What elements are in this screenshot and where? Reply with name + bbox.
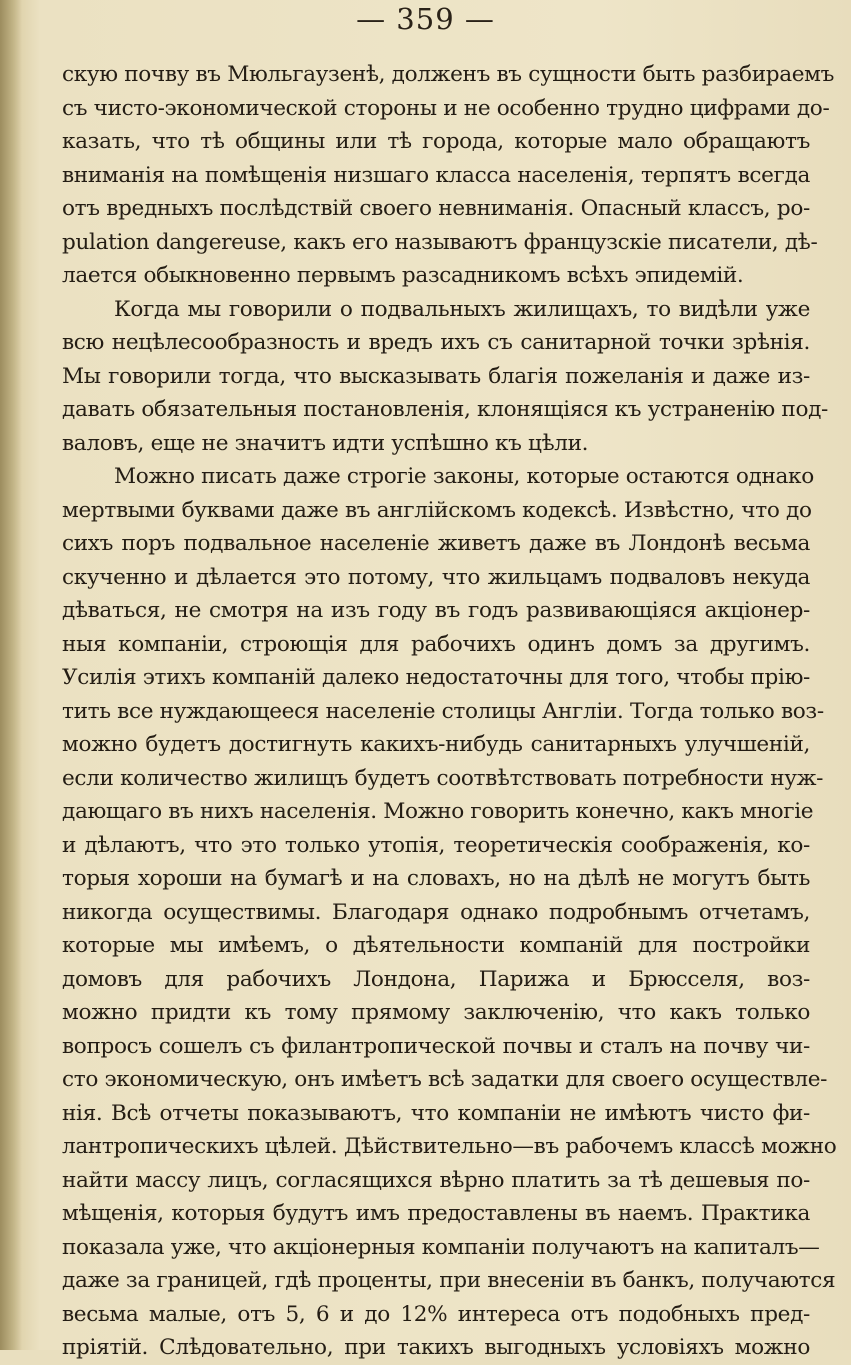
text-line: найти массу лицъ, согласящихся вѣрно платить за тѣ дешевыя по- [62,1167,810,1193]
text-line: казать, что тѣ общины или тѣ города, которые мало обращаютъ [62,129,810,154]
text-line: pulation dangereuse, какъ его называютъ французскіе писатели, дѣ- [62,229,818,255]
paragraph-start-line: Когда мы говорили о подвальныхъ жилищахъ, то видѣли уже [114,296,810,322]
text-line: ныя компаніи, строющія для рабочихъ одинъ домъ за другимъ. [62,631,810,657]
page-number: — 359 — [356,2,495,36]
text-line: мертвыми буквами даже въ англійскомъ кодексѣ. Извѣстно, что до [62,497,812,523]
text-line: мѣщенія, которыя будутъ имъ предоставлены въ наемъ. Практика [62,1201,810,1226]
text-line: которые мы имѣемъ, о дѣятельности компаній для постройки [62,933,810,958]
text-line: пріятій. Слѣдовательно, при такихъ выгодныхъ условіяхъ можно [62,1335,810,1360]
text-line: домовъ для рабочихъ Лондона, Парижа и Брюсселя, воз- [62,966,810,992]
text-line: весьма малые, отъ 5, 6 и до 12% интереса отъ подобныхъ пред- [62,1301,810,1327]
text-line: показала уже, что акціонерныя компаніи получаютъ на капиталъ— [62,1234,820,1260]
text-line: давать обязательныя постановленія, клонящіяся къ устраненію под- [62,397,828,422]
text-line: тить все нуждающееся населеніе столицы Англіи. Тогда только воз- [62,698,824,724]
text-line: нія. Всѣ отчеты показываютъ, что компаніи не имѣютъ чисто фи- [62,1100,810,1126]
text-line: торыя хороши на бумагѣ и на словахъ, но на дѣлѣ не могутъ быть [62,866,810,891]
text-line: дѣваться, не смотря на изъ году въ годъ развивающіяся акціонер- [62,598,810,623]
text-line: даже за границей, гдѣ проценты, при внесеніи въ банкъ, получаются [62,1268,836,1293]
text-line: Усилія этихъ компаній далеко недостаточны для того, чтобы прію- [62,665,810,690]
body-text [62,58,837,1365]
text-line: отъ вредныхъ послѣдствій своего невниманія. Опасный классъ, po- [62,196,810,221]
text-line: вопросъ сошелъ съ филантропической почвы и сталъ на почву чи- [62,1033,810,1059]
text-line: можно будетъ достигнуть какихъ-нибудь санитарныхъ улучшеній, [62,732,810,757]
text-line: сихъ поръ подвальное населеніе живетъ даже въ Лондонѣ весьма [62,531,810,556]
text-line: лается обыкновенно первымъ разсадникомъ всѣхъ эпидемій. [62,263,744,288]
text-line: если количество жилищъ будетъ соотвѣтствовать потребности нуж- [62,765,824,791]
text-line: сто экономическую, онъ имѣетъ всѣ задатки для своего осуществле- [62,1067,828,1092]
text-line: съ чисто-экономической стороны и не особенно трудно цифрами до- [62,95,830,121]
paragraph-start-line: Можно писать даже строгіе законы, которые остаются однако [114,464,814,489]
text-line: всю нецѣлесообразность и вредъ ихъ съ санитарной точки зрѣнія. [62,330,810,355]
page-spine-shadow [0,0,22,1350]
text-line: дающаго въ нихъ населенія. Можно говорить конечно, какъ многіе [62,799,814,824]
text-line: Мы говорили тогда, что высказывать благія пожеланія и даже из- [62,363,810,389]
text-line: валовъ, еще не значитъ идти успѣшно къ цѣли. [62,430,589,456]
text-line: скую почву въ Мюльгаузенѣ, долженъ въ сущности быть разбираемъ [62,62,834,87]
text-line: лантропическихъ цѣлей. Дѣйствительно—въ рабочемъ классѣ можно [62,1134,837,1159]
text-line: можно придти къ тому прямому заключенію, что какъ только [62,1000,810,1025]
text-line: скученно и дѣлается это потому, что жильцамъ подваловъ некуда [62,564,810,590]
text-line: и дѣлаютъ, что это только утопія, теоретическія соображенія, ко- [62,832,810,858]
text-line: никогда осуществимы. Благодаря однако подробнымъ отчетамъ, [62,899,810,925]
text-line: вниманія на помѣщенія низшаго класса населенія, терпятъ всегда [62,162,810,188]
